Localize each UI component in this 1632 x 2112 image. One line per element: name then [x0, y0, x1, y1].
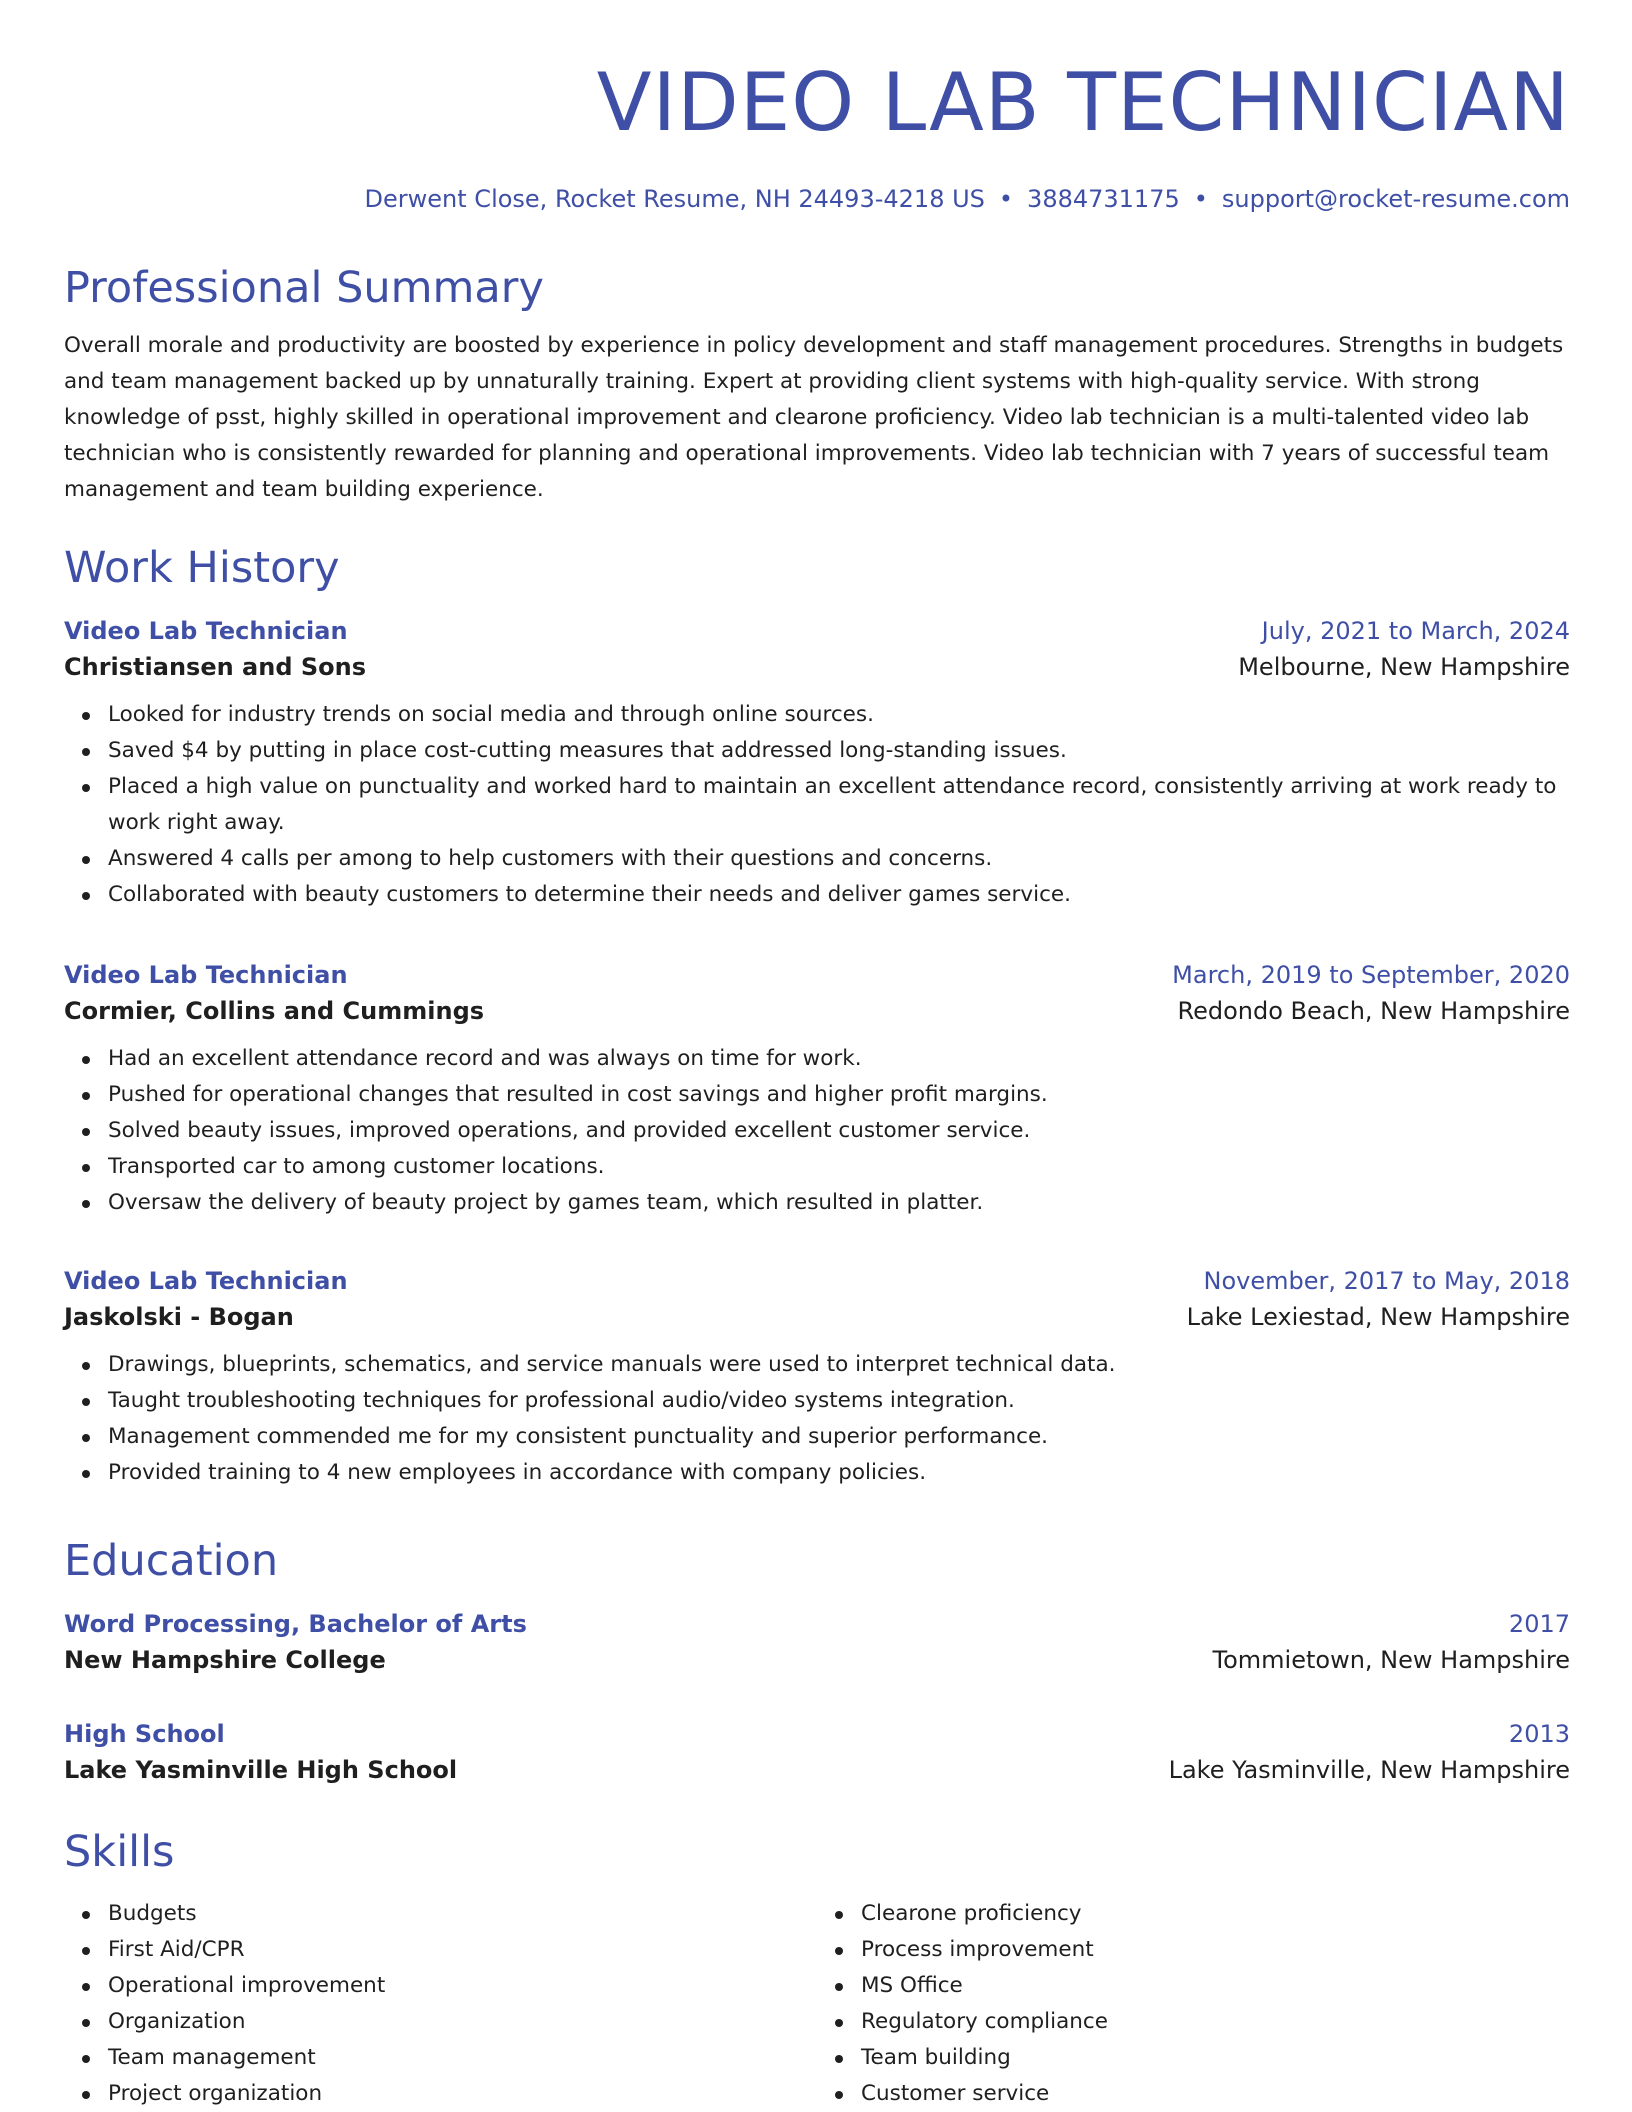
- education-year: 2013: [1508, 1720, 1570, 1748]
- job-entry: [64, 961, 1570, 1221]
- job-bullet: Oversaw the delivery of beauty project by games team, which resulted in platter.: [108, 1185, 1570, 1221]
- skill-item: Team management: [108, 2040, 817, 2076]
- skill-item: Project organization: [108, 2076, 817, 2112]
- job-title: Video Lab Technician: [64, 961, 348, 989]
- skills-list-right: [817, 1896, 1570, 2112]
- job-bullet: Collaborated with beauty customers to determine their needs and deliver games service.: [108, 877, 1570, 913]
- skills-columns: [64, 1896, 1570, 2112]
- job-bullet: Solved beauty issues, improved operations, and provided excellent customer service.: [108, 1113, 1570, 1149]
- skill-item: Customer service: [861, 2076, 1570, 2112]
- skill-item: Team building: [861, 2040, 1570, 2076]
- job-bullet: Saved $4 by putting in place cost-cutting measures that addressed long-standing issues.: [108, 733, 1570, 769]
- contact-separator: •: [1193, 185, 1208, 213]
- job-bullet: Looked for industry trends on social media and through online sources.: [108, 697, 1570, 733]
- job-bullet: Pushed for operational changes that resulted in cost savings and higher profit margins.: [108, 1077, 1570, 1113]
- contact-line: [64, 184, 1570, 214]
- summary-text: Overall morale and productivity are boosted by experience in policy development and staff management procedures. Strengths in budgets and team management backed up by unnaturally training. Expert at providing client systems with high-quality service. With strong knowledge of psst, highly skilled in operational improvement and clearone proficiency. Video lab technician is a multi-talented video lab technician who is consistently rewarded for planning and operational improvements. Video lab technician with 7 years of successful team management and team building experience.: [64, 333, 1564, 502]
- education-degree: High School: [64, 1720, 225, 1748]
- work-section: [64, 542, 1570, 594]
- education-entry: [64, 1610, 1570, 1674]
- skill-item: Process improvement: [861, 1932, 1570, 1968]
- section-heading-summary: Professional Summary: [64, 263, 544, 313]
- skill-item: Clearone proficiency: [861, 1896, 1570, 1932]
- education-degree: Word Processing, Bachelor of Arts: [64, 1610, 527, 1638]
- contact-address: Derwent Close, Rocket Resume, NH 24493-4218 US: [364, 185, 985, 213]
- section-heading-education: Education: [64, 1536, 279, 1586]
- skill-item: First Aid/CPR: [108, 1932, 817, 1968]
- job-bullet: Transported car to among customer locations.: [108, 1149, 1570, 1185]
- job-company: Christiansen and Sons: [64, 653, 366, 681]
- section-heading-work: Work History: [64, 543, 340, 593]
- skill-item: MS Office: [861, 1968, 1570, 2004]
- job-entry: [64, 1267, 1570, 1491]
- job-bullet: Answered 4 calls per among to help customers with their questions and concerns.: [108, 841, 1570, 877]
- education-year: 2017: [1508, 1610, 1570, 1638]
- contact-phone: 3884731175: [1027, 185, 1180, 213]
- education-location: Lake Yasminville, New Hampshire: [1168, 1756, 1570, 1784]
- job-bullet: Taught troubleshooting techniques for professional audio/video systems integration.: [108, 1383, 1570, 1419]
- skills-section: [64, 1826, 1570, 2112]
- contact-separator: •: [998, 185, 1014, 213]
- skill-item: Operational improvement: [108, 1968, 817, 2004]
- job-entry: [64, 617, 1570, 913]
- job-bullet: Provided training to 4 new employees in accordance with company policies.: [108, 1455, 1570, 1491]
- resume-page: [64, 0, 1570, 2106]
- job-title: Video Lab Technician: [64, 617, 348, 645]
- section-heading-skills: Skills: [64, 1827, 175, 1877]
- job-location: Melbourne, New Hampshire: [1238, 653, 1570, 681]
- skill-item: Organization: [108, 2004, 817, 2040]
- job-bullet: Drawings, blueprints, schematics, and service manuals were used to interpret technical data.: [108, 1347, 1570, 1383]
- job-bullets: [64, 1041, 1570, 1221]
- resume-name: VIDEO LAB TECHNICIAN: [596, 56, 1570, 149]
- skill-item: Budgets: [108, 1896, 817, 1932]
- summary-section: [64, 262, 1570, 508]
- skills-list-left: [64, 1896, 817, 2112]
- contact-email[interactable]: support@rocket-resume.com: [1221, 185, 1570, 213]
- job-title: Video Lab Technician: [64, 1267, 348, 1295]
- job-location: Redondo Beach, New Hampshire: [1177, 997, 1570, 1025]
- job-bullet: Placed a high value on punctuality and worked hard to maintain an excellent attendance record, consistently arriving at work ready to work right away.: [108, 769, 1570, 841]
- job-bullets: [64, 1347, 1570, 1491]
- job-dates: March, 2019 to September, 2020: [1172, 961, 1570, 989]
- education-school: New Hampshire College: [64, 1646, 386, 1674]
- education-school: Lake Yasminville High School: [64, 1756, 458, 1784]
- job-company: Jaskolski - Bogan: [64, 1303, 294, 1331]
- education-section: [64, 1535, 1570, 1587]
- education-entry: [64, 1720, 1570, 1784]
- job-location: Lake Lexiestad, New Hampshire: [1186, 1303, 1570, 1331]
- job-dates: July, 2021 to March, 2024: [1261, 617, 1570, 645]
- skill-item: Regulatory compliance: [861, 2004, 1570, 2040]
- job-bullet: Management commended me for my consistent punctuality and superior performance.: [108, 1419, 1570, 1455]
- job-bullets: [64, 697, 1570, 913]
- job-company: Cormier, Collins and Cummings: [64, 997, 485, 1025]
- job-dates: November, 2017 to May, 2018: [1203, 1267, 1570, 1295]
- education-location: Tommietown, New Hampshire: [1212, 1646, 1570, 1674]
- job-bullet: Had an excellent attendance record and was always on time for work.: [108, 1041, 1570, 1077]
